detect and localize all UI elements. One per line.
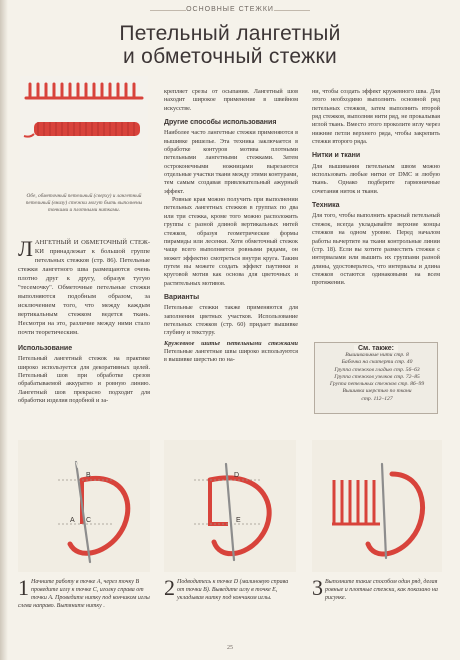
see-also-title: См. также: xyxy=(354,345,398,352)
step-number: 1 xyxy=(18,575,29,600)
see-also-item[interactable]: Бабочка на скатерти стр. 40 xyxy=(341,359,413,366)
paragraph-threads: Для вышивания петельным швом можно использовать любые нитки от DMC и любую ткань. Однако подберите гармоничные сочетания ниток и ткани. xyxy=(312,162,440,195)
step-number: 2 xyxy=(164,575,175,600)
paragraph-lace xyxy=(164,340,298,365)
point-label-d: D xyxy=(234,472,240,479)
intro-paragraph xyxy=(18,238,150,337)
see-also-item[interactable]: Вышивка шерстью по ткани xyxy=(342,388,412,395)
paragraph-other-uses-2: Ровные края можно получить при выполнении петельных лангетных стежков в группах по два или три стежка, кроме того можно расположить группы с разной длиной вертикальных нитей стежков, образуя геометрические формы пирамиды или лесенки. Хотя обметочный стежок чаще всего выполняется ровными рядами, он может эффектно смотреться внутри круга. Таким путем вы можете создать эффект паутинки и круговой мотив как основа для цветочных и растительных мотивов. xyxy=(164,196,298,287)
heading-variants: Варианты xyxy=(164,293,200,301)
stitch-sample-photo xyxy=(20,76,148,182)
title-line-1: Петельный лангетный xyxy=(119,22,341,45)
step-text: Выполните такие способом один ряд, делая ровные и плотные стежки, как показано на рисунке. xyxy=(325,579,438,601)
paragraph-other-uses-1: Наиболее часто лангетные стежки применяются в вышивке ришелье. Эта техника заключается в обработке контуров мотива плотными петельными лангетными стежками. Затем остроконечными ножницами вырезаются отдельные участки ткани между этими контурами, тем самым создавая привлекательный ажурный эффект. xyxy=(164,129,298,195)
step-1-illustration xyxy=(18,440,150,572)
step-2 xyxy=(164,575,296,602)
see-also-item[interactable]: Вышивальные нити стр. 8 xyxy=(345,352,409,358)
section-header: ОСНОВНЫЕ СТЕЖКИ xyxy=(186,6,274,13)
paragraph-technique: Для того, чтобы выполнить красный петельный стежок, всегда укладывайте верхние концы стежков на одном уровне. Перед началом работы вычертите на ткани контрольные линии (стр. 18). Если вы хотите разместить стежки с интервалами или вышить их группами разной длины, удостоверьтесь, что интервалы и длина стежков остаются одинаковыми на всем протяжении. xyxy=(312,212,440,287)
step-number: 3 xyxy=(312,575,323,600)
heading-usage: Использование xyxy=(18,345,73,352)
stitch-sample-illustration xyxy=(20,76,148,182)
lace-label: Кружевное шитье петельными стежками xyxy=(164,339,298,347)
point-label-e: E xyxy=(236,517,241,524)
title-line-2: и обметочный стежки xyxy=(122,45,338,68)
see-also-item[interactable]: стр. 112–127 xyxy=(361,395,393,402)
column-1 xyxy=(18,238,150,405)
paragraph-usage: Петельный лангетный стежок на практике широко используется для декоративных целей. Петельный шов при обработке срезов обрабатываемой аккуратно и ровную линию. Лангетный шов прекрасно подходит для обработки изделия подобной и за- xyxy=(18,355,150,405)
heading-technique: Техника xyxy=(312,202,340,210)
intro-text: АНГЕТНЫЙ И ОБМЕТОЧНЫЙ СТЕЖ-КИ принадлежат к большой группе петельных стежков (стр. 86). Петельные стежки лангетного шва размещаются очень плотно друг к другу, образуя тугую "тесемочку". Обметочные петельные стежки выполняются подобным образом, за исключением того, что между каждым вертикальным стежком ведется ткань. Несмотря на это, различие между ними стало почти теоретическим. xyxy=(18,239,150,336)
see-also-item[interactable]: Группа петельных стежков стр. 86–99 xyxy=(329,381,425,388)
see-also-box xyxy=(314,342,438,414)
drop-cap: Л xyxy=(18,236,33,261)
step-text: Начните работу в точке А, через точку В проведите иглу к точке С, иголку справа от точки А. Проведите нитку под кончиком иглы слева направо. Вытяните нитку . xyxy=(18,579,150,609)
page-binding-shadow xyxy=(0,0,8,660)
heading-other-uses: Другие способы использования xyxy=(164,119,277,127)
photo-caption: Обе, обметочный петельный (сверху) и лангетный петельный (внизу) стежки могут быть выполнены тонкими и плотными нитками. xyxy=(25,193,143,213)
paragraph-continued: крепляет срезы от осыпания. Лангетный шов находит широкое применение в швейном искусстве. xyxy=(164,88,298,112)
step-3 xyxy=(312,575,442,602)
lace-text: Петельные лангетные швы широко используются в вышивке шерстью по на- xyxy=(164,347,298,364)
step-2-illustration xyxy=(164,440,296,572)
column-2 xyxy=(164,88,298,365)
column-3 xyxy=(312,88,440,288)
paragraph-variants: Петельные стежки также применяются для заполнения цветных участков. Использование петельных стежков (стр. 60) придает вышивке глубину и текстуру. xyxy=(164,304,298,337)
point-label-a: A xyxy=(70,517,75,524)
heading-threads: Нитки и ткани xyxy=(312,152,361,160)
step-text: Подводитесь к точке D (малиновую справа от точки В). Выведите иглу в точке Е, укладывая нитку под кончиком иглы. xyxy=(177,579,289,601)
page-title xyxy=(60,22,400,68)
see-also-item[interactable]: Группа стежков гладью стр. 56–63 xyxy=(334,366,420,373)
page-number: 25 xyxy=(227,645,233,651)
see-also-item[interactable]: Группа стежков узелков стр. 72–85 xyxy=(334,373,420,380)
step-1 xyxy=(18,575,150,610)
paragraph-lace-continued: ни, чтобы создать эффект кружевного шва. Для этого необходимо выполнить основной ряд петельных стежков, затем выполнить второй ряд стежков, выполняя нити ряд, не прокалывая иглой ткань. Вместо этого проколите иглу через нижние петли верхнего ряда, чтобы закрепить стежки второго ряда. xyxy=(312,88,440,146)
point-label-b: B xyxy=(86,472,91,479)
step-3-illustration xyxy=(312,440,442,572)
see-also-list xyxy=(319,352,435,403)
point-label-c: C xyxy=(86,517,92,524)
header-rule-right xyxy=(274,10,310,11)
